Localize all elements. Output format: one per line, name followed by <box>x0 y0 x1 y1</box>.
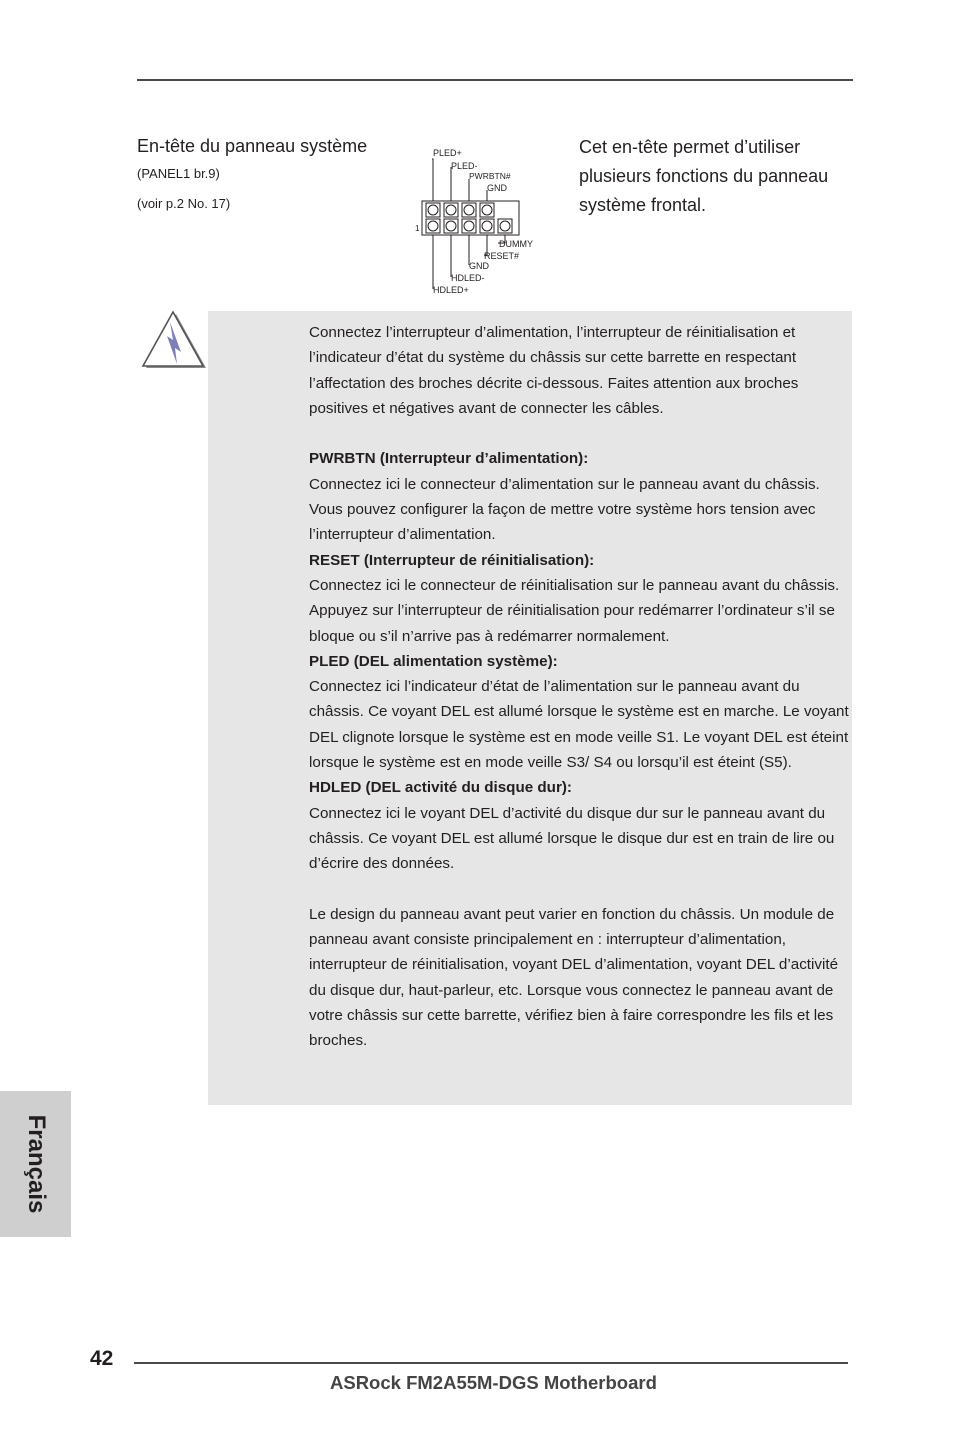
language-tab <box>0 1091 71 1237</box>
top-rule <box>137 79 853 81</box>
reset-heading: RESET (Interrupteur de réinitialisation): <box>309 551 595 569</box>
label-pled-plus: PLED+ <box>433 148 462 158</box>
label-gnd-bottom: GND <box>469 261 489 271</box>
pin1-marker: 1 <box>415 224 420 233</box>
closing-paragraph: Le design du panneau avant peut varier en fonction du châssis. Un module de panneau avant consiste principalement en : interrupteur d’alimentation, interrupteur de réinitialisation, voyant DEL d’alimentation, voyant DEL d’activité du disque dur, haut-parleur, etc. Lorsque vous connectez le panneau avant de votre châssis sur cette barrette, vérifiez bien à faire correspondre les fils et les broches. <box>309 905 839 1050</box>
header-see: (voir p.2 No. 17) <box>137 196 231 211</box>
note-body <box>309 320 854 1054</box>
label-pled-minus: PLED- <box>451 161 478 171</box>
section-title: En-tête du panneau système <box>137 136 368 156</box>
label-pwrbtn: PWRBTN# <box>469 171 511 181</box>
label-dummy: DUMMY <box>499 239 533 249</box>
pwrbtn-text: Connectez ici le connecteur d’alimentation sur le panneau avant du châssis. Vous pouvez configurer la façon de mettre votre système hors tension avec l’interrupteur d’alimentation. <box>309 475 820 544</box>
label-hdled-minus: HDLED- <box>451 273 485 283</box>
label-gnd-top: GND <box>487 183 507 193</box>
page-number: 42 <box>90 1347 114 1370</box>
pwrbtn-heading: PWRBTN (Interrupteur d’alimentation): <box>309 450 589 468</box>
footer-text: ASRock FM2A55M-DGS Motherboard <box>330 1372 657 1393</box>
bottom-rule <box>134 1362 848 1364</box>
language-label: Français <box>22 1114 50 1214</box>
reset-text: Connectez ici le connecteur de réinitialisation sur le panneau avant du châssis. Appuyez sur l’interrupteur de réinitialisation pour redémarrer l’ordinateur s’il se bloque ou s’il n’arrive pas à redémarrer normalement. <box>309 576 840 645</box>
intro-paragraph: Connectez l’interrupteur d’alimentation, l’interrupteur de réinitialisation et l’indicateur d’état du système du châssis sur cette barrette en respectant l’affectation des broches décrite ci-dessous. Faites attention aux broches positives et négatives avant de connecter les câbles. <box>309 324 799 417</box>
pled-heading: PLED (DEL alimentation système): <box>309 652 558 670</box>
hdled-text: Connectez ici le voyant DEL d’activité du disque dur sur le panneau avant du châssis. Ce voyant DEL est allumé lorsque le disque dur est en train de lire ou d’écrire des données. <box>309 804 835 873</box>
warning-lightning-icon <box>140 310 208 372</box>
hdled-heading: HDLED (DEL activité du disque dur): <box>309 779 572 797</box>
header-description: Cet en-tête permet d’utiliser plusieurs fonctions du panneau système frontal. <box>579 137 829 215</box>
pled-text: Connectez ici l’indicateur d’état de l’alimentation sur le panneau avant du châssis. Ce voyant DEL est allumé lorsque le système est en marche. Le voyant DEL clignote lorsque le système est en mode veille S1. Le voyant DEL est éteint lorsque le système est en mode veille S3/ S4 ou lorsqu’il est éteint (S5). <box>309 678 849 772</box>
label-reset: RESET# <box>484 251 520 261</box>
label-hdled-plus: HDLED+ <box>433 285 469 295</box>
header-ref: (PANEL1 br.9) <box>137 166 220 181</box>
panel-header-diagram <box>410 143 560 298</box>
